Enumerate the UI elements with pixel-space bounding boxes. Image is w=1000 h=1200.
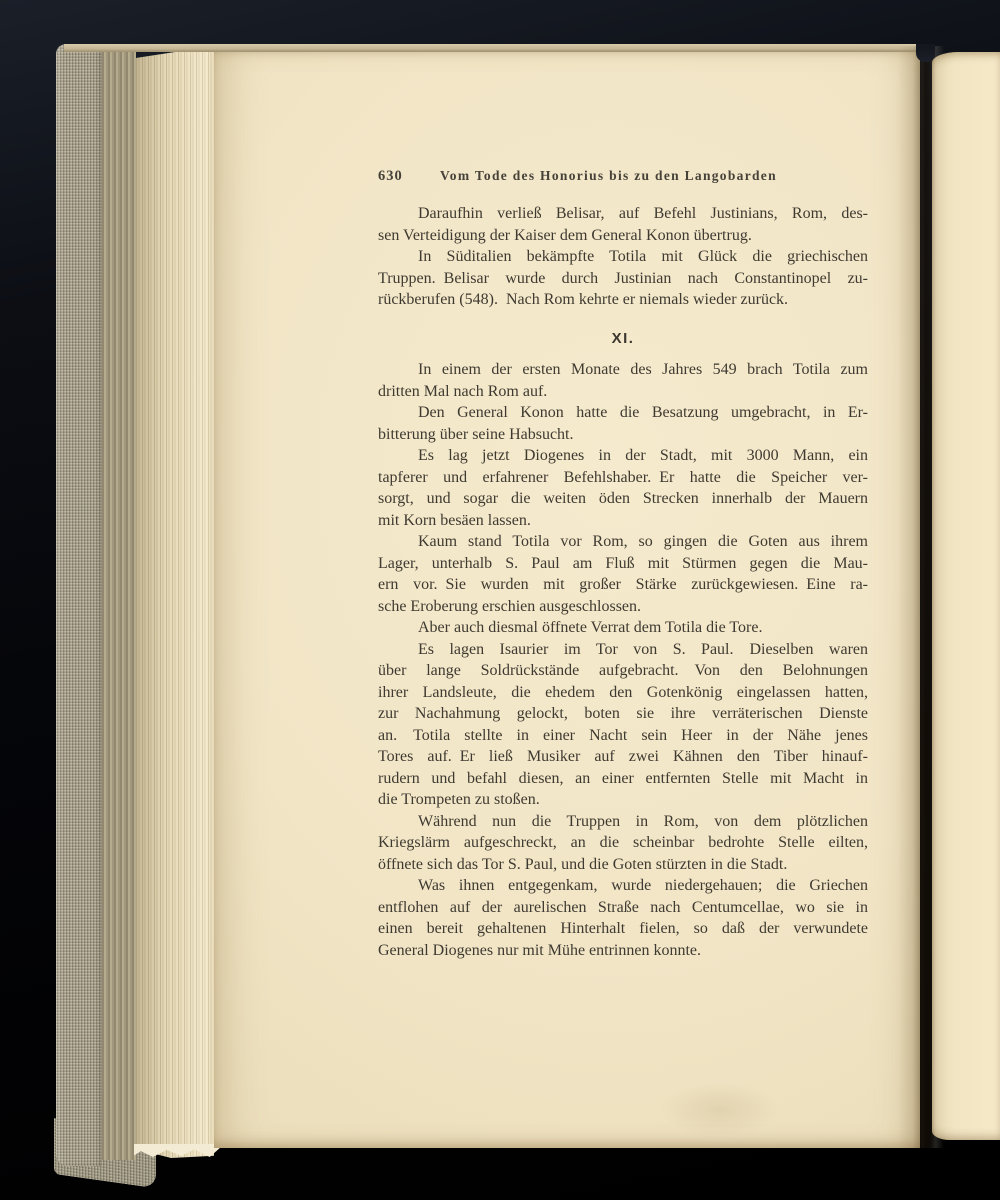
- running-title: Vom Tode des Honorius bis zu den Langobarden: [440, 168, 777, 183]
- gutter-top-notch: [916, 44, 935, 62]
- paragraph: [378, 402, 868, 445]
- text-line: dritten Mal nach Rom auf.: [378, 382, 548, 400]
- text-line: Tores auf. Er ließ Musiker auf zwei Kähnen den Tiber hinauf-: [378, 748, 868, 765]
- text-line: an. Totila stellte in einer Nacht sein Heer in der Nähe jenes: [378, 726, 868, 744]
- text-line: einen bereit gehaltenen Hinterhalt fielen, so daß der verwundete: [378, 920, 868, 937]
- text-line: Truppen. Belisar wurde durch Justinian nach Constantinopel zu-: [378, 269, 868, 287]
- paragraph: [378, 531, 868, 617]
- text-line: tapferer und erfahrener Befehlshaber. Er hatte die Speicher ver-: [378, 468, 868, 486]
- text-line: Während nun die Truppen in Rom, von dem plötzlichen: [418, 812, 868, 830]
- text-line: mit Korn besäen lassen.: [378, 511, 531, 529]
- text-line: bitterung über seine Habsucht.: [378, 425, 574, 443]
- text-line: über lange Soldrückstände aufgebracht. Von den Belohnungen: [378, 662, 868, 679]
- book-cover-edge: [56, 44, 102, 1166]
- text-line: ern vor. Sie wurden mit großer Stärke zurückgewiesen. Eine ra-: [378, 576, 868, 593]
- left-page: [214, 48, 920, 1148]
- text-line: Kaum stand Totila vor Rom, so gingen die Goten aus ihrem: [418, 533, 868, 550]
- text-line: öffnete sich das Tor S. Paul, und die Goten stürzten in die Stadt.: [378, 855, 788, 873]
- text-line: Es lagen Isaurier im Tor von S. Paul. Dieselben waren: [418, 640, 868, 658]
- text-line: Aber auch diesmal öffnete Verrat dem Totila die Tore.: [418, 619, 763, 636]
- text-line: Lager, unterhalb S. Paul am Fluß mit Stürmen gegen die Mau-: [378, 554, 868, 572]
- text-line: In einem der ersten Monate des Jahres 549 brach Totila zum: [418, 361, 868, 378]
- text-line: sen Verteidigung der Kaiser dem General Konon übertrug.: [378, 226, 752, 244]
- page-gutter: [898, 46, 944, 1148]
- text-line: rückberufen (548). Nach Rom kehrte er niemals wieder zurück.: [378, 291, 789, 308]
- page-stain: [660, 1082, 780, 1138]
- paragraph: [378, 639, 868, 811]
- text-line: In Süditalien bekämpfte Totila mit Glück die griechischen: [418, 248, 868, 265]
- running-head: [378, 168, 868, 184]
- paragraph: [378, 203, 868, 246]
- paragraph: [378, 246, 868, 311]
- paragraph: [378, 617, 868, 639]
- text-line: Kriegslärm aufgeschreckt, an die scheinbar bedrohte Stelle eilten,: [378, 834, 868, 851]
- text-line: rudern und befahl diesen, an einer entfernten Stelle mit Macht in: [378, 769, 868, 787]
- page-number: 630: [378, 168, 403, 184]
- paragraph: [378, 445, 868, 531]
- text-line: Es lag jetzt Diogenes in der Stadt, mit 3000 Mann, ein: [418, 447, 868, 464]
- section-heading: XI.: [611, 329, 635, 347]
- text-line: ihrer Landsleute, die ehedem den Gotenkönig eingelassen hatten,: [378, 683, 868, 701]
- cover-hinge: [102, 46, 136, 1160]
- text-line: General Diogenes nur mit Mühe entrinnen konnte.: [378, 941, 702, 959]
- book-top-edge: [64, 44, 920, 52]
- text-line: Daraufhin verließ Belisar, auf Befehl Justinians, Rom, des-: [418, 205, 868, 222]
- text-line: sorgt, und sogar die weiten öden Strecken innerhalb der Mauern: [378, 490, 868, 507]
- text-line: sche Eroberung erschien ausgeschlossen.: [378, 597, 642, 615]
- text-line: Was ihnen entgegenkam, wurde niedergehauen; die Griechen: [418, 877, 868, 894]
- paragraph: [378, 359, 868, 402]
- text-line: zur Nachahmung gelockt, boten sie ihre verräterischen Dienste: [378, 705, 868, 722]
- page-edges-fan: [136, 46, 214, 1158]
- text-block: [378, 168, 868, 961]
- text-line: die Trompeten zu stoßen.: [378, 791, 540, 808]
- text-line: Den General Konon hatte die Besatzung umgebracht, in Er-: [418, 404, 868, 421]
- paragraph: [378, 811, 868, 876]
- paragraph: [378, 875, 868, 961]
- page-content: [378, 203, 868, 961]
- text-line: entflohen auf der aurelischen Straße nach Centumcellae, wo sie in: [378, 898, 868, 916]
